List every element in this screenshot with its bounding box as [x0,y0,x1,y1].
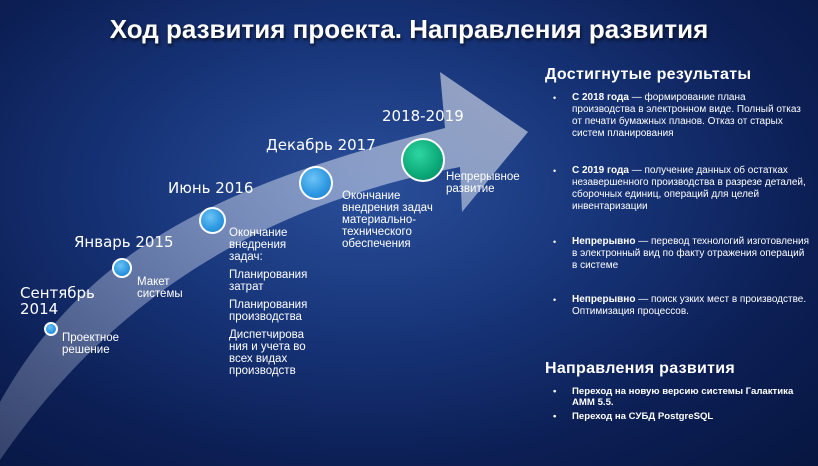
milestone-date-2018-2019: 2018-2019 [382,107,464,125]
direction-item: • Переход на СУБД PostgreSQL [545,411,810,422]
milestone-dot-2014 [44,322,58,336]
milestone-label-2014: Проектное решение [62,332,120,356]
milestone-dot-2015 [112,258,132,278]
milestone-date-2017: Декабрь 2017 [266,136,376,154]
milestone-label-2018-2019: Непрерывное развитие [446,171,520,195]
milestone-label-2017: Окончание внедрения задач материально-технического обеспечения [342,190,433,250]
milestone-date-2014: Сентябрь 2014 [20,284,95,318]
milestone-date-2016: Июнь 2016 [168,179,254,197]
milestone-label-2015: Макет системы [137,276,183,300]
page-title: Ход развития проекта. Направления развития [109,14,709,44]
milestone-date-2015: Январь 2015 [74,233,174,251]
direction-item: • Переход на новую версию системы Галактика AMM 5.5. [545,386,810,408]
results-panel [545,66,810,318]
milestone-label-2016: Окончание внедрения задач: Планирования затрат Планирования производства Диспетчирова ния и учета во всех видах производств [229,227,308,377]
directions-list [545,386,810,422]
result-item: • Непрерывно — перевод технологий изготовления в электронный вид по факту отражения операций в системе [545,236,810,272]
directions-panel [545,360,810,425]
milestone-dot-2018-2019 [401,138,445,182]
result-item: • С 2018 года — формирование плана производства в электронном виде. Полный отказ от печати бумажных планов. Отказ от старых систем планирования [545,92,810,140]
results-list [545,92,810,318]
result-item: • С 2019 года — получение данных об остатках незавершенного производства в разрезе деталей, сборочных единиц, операций для целей инвентаризации [545,165,810,213]
results-heading: Достигнутые результаты [545,66,752,83]
milestone-dot-2017 [299,166,333,200]
milestone-dot-2016 [199,207,226,234]
directions-heading: Направления развития [545,360,736,377]
result-item: • Непрерывно — поиск узких мест в производстве. Оптимизация процессов. [545,294,810,318]
